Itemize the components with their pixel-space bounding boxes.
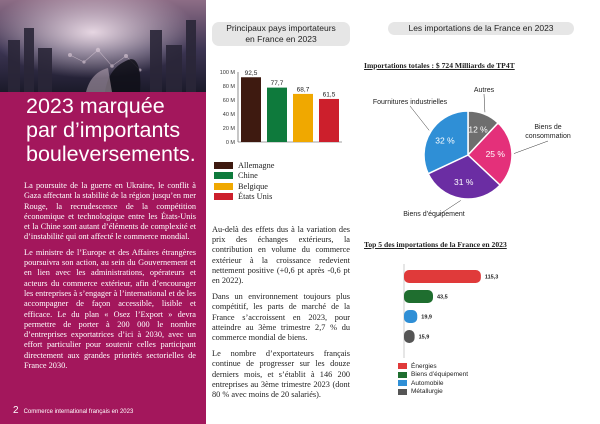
legend-label: Allemagne <box>238 160 275 170</box>
pie-value-label: 31 % <box>454 176 474 187</box>
importers-header-pill <box>212 22 350 46</box>
legend-item-chine <box>214 171 274 182</box>
pie-value-label: 25 % <box>485 149 505 160</box>
legend-swatch <box>398 380 407 386</box>
footer-text: Commerce international français en 2023 <box>23 409 134 415</box>
middle-paragraph-2: Dans un environnement toujours plus compétitif, les parts de marché de la France s’accroissent en 2023, pour atteindre au 3ème trimestre 2,7 % du commerce mondial de biens. <box>212 292 350 343</box>
y-tick-label: 20 M <box>222 126 235 132</box>
legend-label: Métallurgie <box>411 388 443 396</box>
legend-item-belgique <box>214 181 274 192</box>
pie-value-label: 32 % <box>435 135 455 146</box>
legend-item-etats-unis <box>214 192 274 203</box>
top5-bar-chart <box>390 260 522 360</box>
bar-3 <box>293 94 313 142</box>
hbar-value-label: 15,9 <box>418 334 430 341</box>
pie-leader-line <box>484 94 485 112</box>
hbar-value-label: 115,3 <box>484 274 499 281</box>
middle-paragraph-3: Le nombre d’exportateurs français continue de progresser sur les douze derniers mois, et s’établit à 146 200 entreprises au 3ème trimestre 2023 (dont 80 % avec moins de 20 salariés). <box>212 349 350 400</box>
importers-header-line-2: en France en 2023 <box>245 34 317 44</box>
legend-label: Belgique <box>238 181 268 191</box>
bar-4 <box>319 99 339 142</box>
top5-legend <box>398 362 468 396</box>
page-number: 2 <box>13 405 19 416</box>
legend-label: Biens d’équipement <box>411 371 469 379</box>
legend-swatch <box>214 172 233 179</box>
y-tick-label: 80 M <box>222 84 235 90</box>
middle-body <box>212 225 350 406</box>
legend-swatch <box>398 389 407 395</box>
total-imports-line: Importations totales : $ 724 Milliards de TP4T <box>364 61 515 70</box>
footer <box>13 405 133 416</box>
legend-label: Énergies <box>411 362 437 370</box>
left-panel <box>0 0 206 424</box>
pie-leader-line <box>514 141 548 154</box>
pie-value-label: 12 % <box>468 124 488 135</box>
headline <box>26 94 201 166</box>
top5-title: Top 5 des importations de la France en 2023 <box>364 240 507 249</box>
imports-pie-chart <box>362 76 598 228</box>
y-tick-label: 0 M <box>225 140 235 146</box>
middle-paragraph-1: Au-delà des effets dus à la variation des prix des échanges extérieurs, la contribution en volume du commerce extérieur à la croissance redevient nettement positive (+0,6 pt après -0,6 pt en 2022). <box>212 225 350 286</box>
legend-item-metallurgie <box>398 388 468 397</box>
legend-swatch <box>214 162 233 169</box>
y-tick-label: 40 M <box>222 112 235 118</box>
left-paragraph-1: La poursuite de la guerre en Ukraine, le conflit à Gaza affectant la stabilité de la région jusqu’en mer Rouge, la recrudescence de la compétition économique et technologique entre les États-Unis et la Chine sont autant d’éléments de complexité et d’instabilité qui ont affecté le commerce mondial. <box>24 181 196 242</box>
legend-item-allemagne <box>214 160 274 171</box>
imports-header-pill <box>388 22 574 35</box>
y-tick-label: 60 M <box>222 98 235 104</box>
hbar-value-label: 43,5 <box>437 294 448 301</box>
bar-1 <box>241 77 261 142</box>
headline-line-2: par d’importants <box>26 118 181 142</box>
headline-line-3: bouleversements. <box>26 142 196 166</box>
pie-category-label: Fournitures industrielles <box>372 99 448 106</box>
importers-bar-chart <box>212 58 352 150</box>
left-paragraph-2: Le ministre de l’Europe et des Affaires étrangères poursuivra son action, au sein du Gouvernement et en lien avec les administrations, opérateurs et acteurs du commerce extérieur, afin d’encourager les entreprises à s’engager à l’international et de les accompagner de façon accessible, lisible et efficace. Le du plan « Osez l’Export » devra permettre de porter à 200 000 le nombre d’entreprises exportatrices d’ici à 2030, avec un effort particulier pour soutenir celles participant directement aux grandes priorités sectorielles de France 2030. <box>24 247 196 371</box>
hbar-4 <box>404 330 415 343</box>
headline-line-1: 2023 marquée <box>26 94 165 118</box>
legend-label: Automobile <box>411 379 444 387</box>
cover-photo <box>0 0 206 92</box>
legend-label: Chine <box>238 171 258 181</box>
bar-value-label: 77,7 <box>270 80 284 88</box>
importers-header-line-1: Principaux pays importateurs <box>226 23 336 33</box>
legend-label: États Unis <box>238 192 273 202</box>
hbar-2 <box>404 290 433 303</box>
pie-category-label: Autres <box>473 87 495 94</box>
pie-category-label: Biens de consommation <box>525 124 571 140</box>
legend-swatch <box>214 183 233 190</box>
hbar-value-label: 19,9 <box>421 314 432 321</box>
left-body <box>24 181 196 376</box>
bar-value-label: 68,7 <box>296 86 310 94</box>
y-tick-label: 100 M <box>219 70 235 76</box>
legend-item-automobile <box>398 379 468 388</box>
importers-legend <box>214 160 274 202</box>
pie-category-label: Biens d’équipement <box>403 211 465 218</box>
legend-swatch <box>398 363 407 369</box>
hbar-1 <box>404 270 481 283</box>
bar-value-label: 61,5 <box>322 91 336 99</box>
legend-item-biens-equipement <box>398 371 468 380</box>
bar-value-label: 92,5 <box>244 69 258 77</box>
hbar-3 <box>404 310 417 323</box>
legend-item-energies <box>398 362 468 371</box>
imports-header-text: Les importations de la France en 2023 <box>408 23 554 33</box>
pie-leader-line <box>410 106 429 130</box>
bar-2 <box>267 88 287 142</box>
legend-swatch <box>398 372 407 378</box>
legend-swatch <box>214 193 233 200</box>
